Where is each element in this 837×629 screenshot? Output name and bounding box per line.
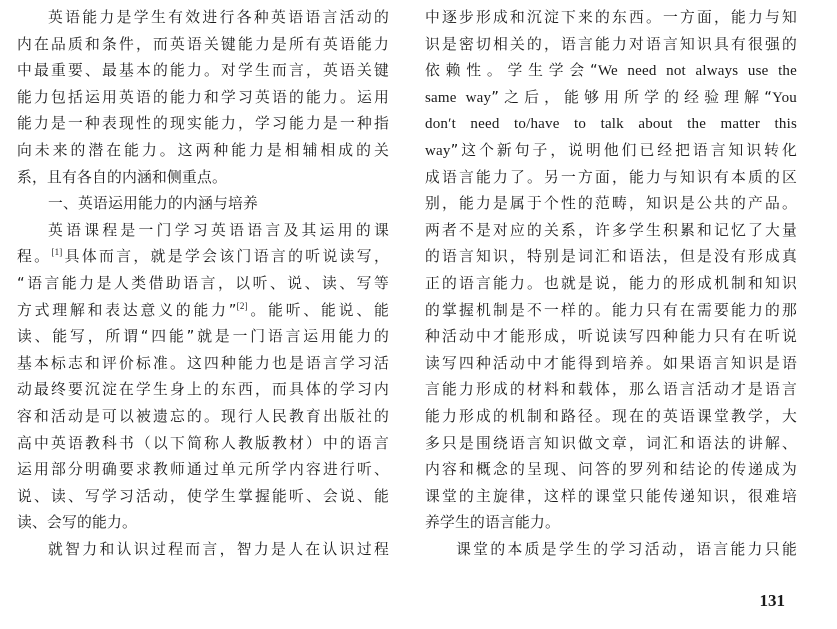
paragraph-line: 英语能力是学生有效进行各种英语语言活动的 [48, 9, 389, 26]
paragraph-line: 能力包括运用英语的能力和学习英语的能力。运用 [17, 88, 389, 106]
paragraph-line: 课堂的本质是学生的学习活动，语言能力只能 [456, 540, 797, 558]
text-segment: ”之后，能够用所学的经验理解“ [491, 88, 773, 106]
paragraph-line: 内在品质和条件，而英语关键能力是所有英语能力 [17, 35, 389, 53]
paragraph-line: 的掌握机制是不一样的。能力只有在需要能力的那 [425, 301, 797, 319]
paragraph-line [17, 244, 389, 271]
paragraph-line: 养学生的语言能力。 [425, 514, 560, 532]
paragraph-line [425, 85, 797, 112]
paragraph-line: 容和活动是可以被遗忘的。现行人民教育出版社的 [17, 407, 389, 425]
paragraph-line: 识是密切相关的，语言能力对语言知识具有很强的 [425, 35, 797, 53]
paragraph-line: 课堂的主旋律，这样的课堂只能传递知识，很难培 [425, 487, 797, 505]
paragraph-line: 基本标志和评价标准。这四种能力也是语言学习活 [17, 354, 389, 372]
citation-marker: [1] [51, 247, 63, 258]
paragraph-line: “语言能力是人类借助语言，以听、说、读、写等 [17, 274, 389, 292]
paragraph-line: 高中英语教科书（以下简称人教版教材）中的语言 [17, 434, 389, 452]
text-segment: 具体而言，就是学会该门语言的听说读写， [62, 248, 389, 266]
paragraph-line: 能力是一种表现性的现实能力，学习能力是一种指 [17, 115, 389, 133]
paragraph-line: 正的语言能力。也就是说，能力的形成机制和知识 [425, 274, 797, 292]
right-column [425, 5, 797, 563]
english-quote: We need not always use the [597, 63, 797, 80]
paragraph-line: 言能力形成的材料和载体，那么语言活动才是语言 [425, 381, 797, 399]
text-segment: ”这个新句子，说明他们已经把语言知识转化 [450, 141, 797, 159]
paragraph-line [425, 58, 797, 85]
english-quote: way [425, 142, 451, 159]
text-segment: 依赖性。学生学会“ [425, 62, 598, 80]
citation-marker: [2] [236, 300, 248, 311]
paragraph-line: 中逐步形成和沉淀下来的东西。一方面，能力与知 [425, 9, 797, 26]
paragraph-line: 能力形成的机制和路径。现在的英语课堂教学，大 [425, 407, 797, 425]
page-number: 131 [759, 591, 785, 610]
paragraph-line: 别，能力是属于个性的范畴，知识是公共的产品。 [425, 195, 797, 213]
paragraph-line: 中最重要、最基本的能力。对学生而言，英语关键 [17, 62, 389, 80]
paragraph-line: 读、能写，所谓“四能”就是一门语言运用能力的 [17, 328, 389, 346]
paragraph-line: 系，且有各自的内涵和侧重点。 [17, 168, 227, 186]
paragraph-line: 两者不是对应的关系，许多学生积累和记忆了大量 [425, 221, 797, 239]
english-quote: same way [425, 89, 492, 106]
paragraph-line: 内容和概念的呈现、问答的罗列和结论的传递成为 [425, 461, 797, 479]
paragraph-line: 种活动中才能形成，听说读写四种能力只有在听说 [425, 328, 797, 346]
paragraph-line: 说、读、写学习活动，使学生掌握能听、会说、能 [17, 487, 389, 505]
paragraph-line: 向未来的潜在能力。这两种能力是相辅相成的关 [17, 141, 389, 159]
paragraph-line [17, 298, 389, 325]
paragraph-line: 多只是围绕语言知识做文章，词汇和语法的讲解、 [425, 434, 797, 452]
paragraph-line [425, 138, 797, 165]
english-quote: You [772, 89, 797, 106]
paragraph-line: 就智力和认识过程而言，智力是人在认识过程 [48, 540, 389, 558]
paragraph-line: 的语言知识，特别是词汇和语法，但是没有形成真 [425, 248, 797, 266]
paragraph-line: 成语言能力了。另一方面，能力与知识有本质的区 [425, 168, 797, 186]
paragraph-line: 运用部分明确要求教师通过单元所学内容进行听、 [17, 461, 389, 479]
left-column [17, 5, 389, 563]
text-segment: 方式理解和表达意义的能力” [17, 301, 237, 319]
text-segment: 。能听、能说、能 [247, 301, 389, 319]
text-segment: 程。 [17, 248, 52, 266]
paragraph-line: 读、会写的能力。 [17, 514, 137, 532]
paragraph-line: 读写四种活动中才能得到培养。如果语言知识是语 [425, 354, 797, 372]
english-quote-line: don′t need to/have to talk about the matter this [425, 116, 797, 133]
paragraph-line: 动最终要沉淀在学生身上的东西，而具体的学习内 [17, 381, 389, 399]
section-heading: 一、英语运用能力的内涵与培养 [48, 195, 258, 213]
paragraph-line: 英语课程是一门学习英语语言及其运用的课 [48, 221, 389, 239]
